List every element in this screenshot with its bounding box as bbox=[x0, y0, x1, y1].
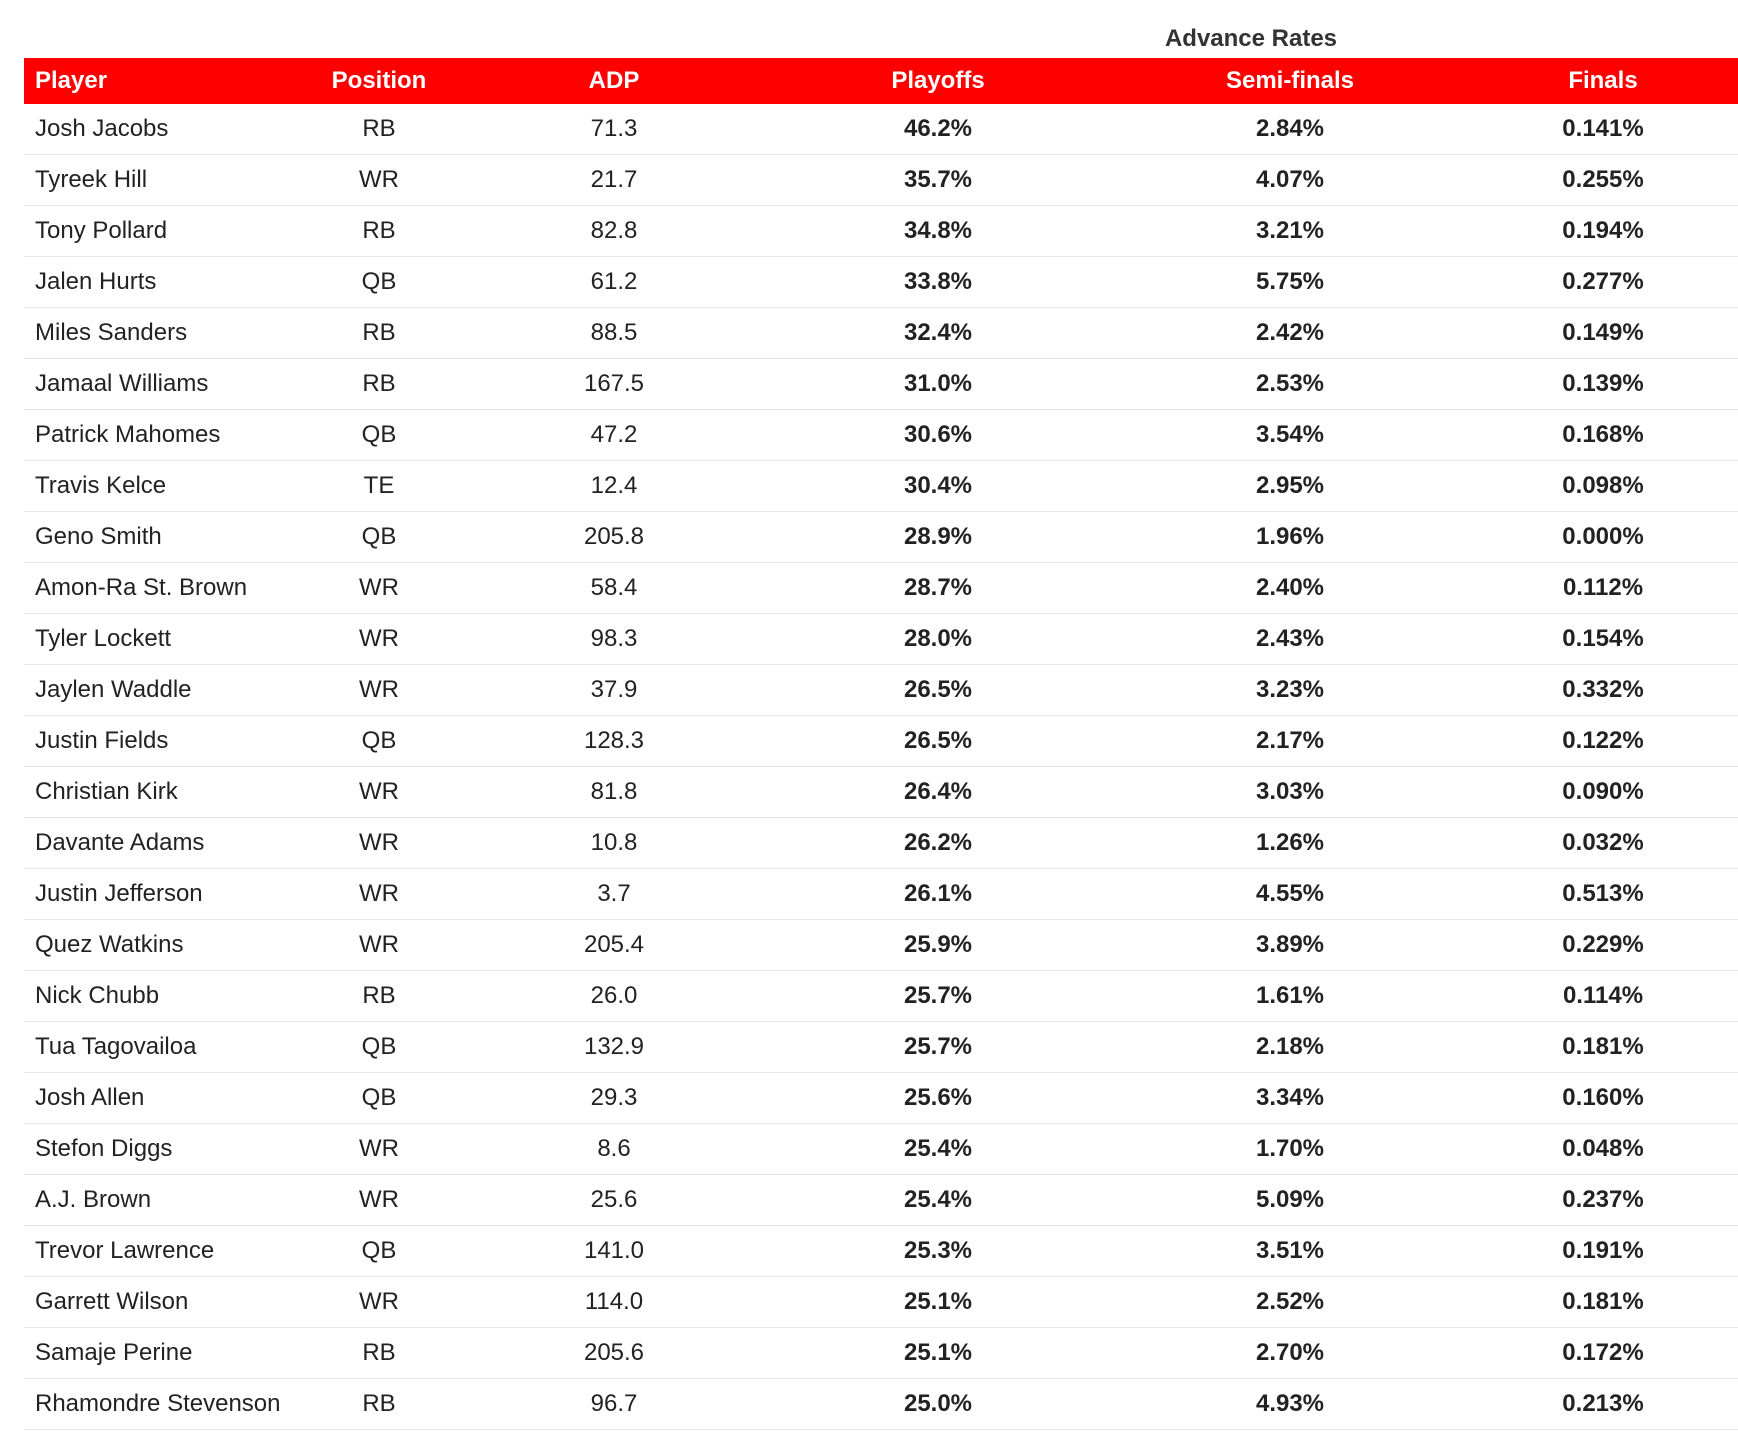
cell-playoffs: 25.3% bbox=[764, 1226, 1112, 1277]
cell-semifinals: 3.21% bbox=[1112, 206, 1468, 257]
cell-player: Rhamondre Stevenson bbox=[24, 1379, 294, 1430]
cell-semifinals: 2.43% bbox=[1112, 614, 1468, 665]
cell-position: QB bbox=[294, 716, 464, 767]
cell-semifinals: 1.61% bbox=[1112, 971, 1468, 1022]
cell-semifinals: 3.23% bbox=[1112, 665, 1468, 716]
table-row bbox=[24, 767, 1738, 818]
cell-player: Tyreek Hill bbox=[24, 155, 294, 206]
cell-playoffs: 25.1% bbox=[764, 1328, 1112, 1379]
cell-adp: 205.4 bbox=[464, 920, 764, 971]
cell-finals: 0.098% bbox=[1468, 461, 1738, 512]
group-header-advance-rates: Advance Rates bbox=[764, 20, 1738, 58]
cell-adp: 10.8 bbox=[464, 818, 764, 869]
cell-playoffs: 25.4% bbox=[764, 1124, 1112, 1175]
table-row bbox=[24, 1124, 1738, 1175]
table-row bbox=[24, 1022, 1738, 1073]
cell-position: RB bbox=[294, 359, 464, 410]
cell-finals: 0.168% bbox=[1468, 410, 1738, 461]
cell-semifinals: 2.18% bbox=[1112, 1022, 1468, 1073]
cell-adp: 132.9 bbox=[464, 1022, 764, 1073]
cell-finals: 0.141% bbox=[1468, 104, 1738, 155]
cell-finals: 0.122% bbox=[1468, 716, 1738, 767]
cell-position: RB bbox=[294, 1328, 464, 1379]
cell-finals: 0.139% bbox=[1468, 359, 1738, 410]
cell-adp: 29.3 bbox=[464, 1073, 764, 1124]
cell-semifinals: 4.07% bbox=[1112, 155, 1468, 206]
cell-semifinals: 2.70% bbox=[1112, 1328, 1468, 1379]
table-row bbox=[24, 410, 1738, 461]
cell-player: Justin Fields bbox=[24, 716, 294, 767]
cell-adp: 8.6 bbox=[464, 1124, 764, 1175]
table-row bbox=[24, 1379, 1738, 1430]
cell-finals: 0.154% bbox=[1468, 614, 1738, 665]
cell-semifinals: 1.70% bbox=[1112, 1124, 1468, 1175]
cell-adp: 21.7 bbox=[464, 155, 764, 206]
cell-player: Jamaal Williams bbox=[24, 359, 294, 410]
cell-adp: 167.5 bbox=[464, 359, 764, 410]
cell-finals: 0.213% bbox=[1468, 1379, 1738, 1430]
cell-player: Nick Chubb bbox=[24, 971, 294, 1022]
table-row bbox=[24, 308, 1738, 359]
cell-player: Christian Kirk bbox=[24, 767, 294, 818]
table-row bbox=[24, 1277, 1738, 1328]
cell-playoffs: 28.7% bbox=[764, 563, 1112, 614]
table-row bbox=[24, 104, 1738, 155]
cell-playoffs: 26.2% bbox=[764, 818, 1112, 869]
cell-player: Geno Smith bbox=[24, 512, 294, 563]
cell-position: QB bbox=[294, 410, 464, 461]
cell-semifinals: 2.53% bbox=[1112, 359, 1468, 410]
cell-adp: 128.3 bbox=[464, 716, 764, 767]
cell-position: QB bbox=[294, 512, 464, 563]
cell-position: WR bbox=[294, 920, 464, 971]
cell-finals: 0.229% bbox=[1468, 920, 1738, 971]
cell-semifinals: 5.75% bbox=[1112, 257, 1468, 308]
cell-player: Travis Kelce bbox=[24, 461, 294, 512]
cell-semifinals: 2.52% bbox=[1112, 1277, 1468, 1328]
cell-position: RB bbox=[294, 308, 464, 359]
cell-finals: 0.277% bbox=[1468, 257, 1738, 308]
cell-playoffs: 25.9% bbox=[764, 920, 1112, 971]
cell-finals: 0.032% bbox=[1468, 818, 1738, 869]
table-row bbox=[24, 1073, 1738, 1124]
cell-player: Patrick Mahomes bbox=[24, 410, 294, 461]
cell-adp: 82.8 bbox=[464, 206, 764, 257]
cell-player: Quez Watkins bbox=[24, 920, 294, 971]
cell-playoffs: 25.7% bbox=[764, 1022, 1112, 1073]
cell-playoffs: 26.4% bbox=[764, 767, 1112, 818]
cell-player: Trevor Lawrence bbox=[24, 1226, 294, 1277]
cell-playoffs: 33.8% bbox=[764, 257, 1112, 308]
cell-playoffs: 25.7% bbox=[764, 971, 1112, 1022]
cell-finals: 0.160% bbox=[1468, 1073, 1738, 1124]
cell-adp: 81.8 bbox=[464, 767, 764, 818]
cell-player: Josh Allen bbox=[24, 1073, 294, 1124]
cell-finals: 0.112% bbox=[1468, 563, 1738, 614]
cell-semifinals: 3.34% bbox=[1112, 1073, 1468, 1124]
cell-position: QB bbox=[294, 1022, 464, 1073]
table-row bbox=[24, 461, 1738, 512]
cell-adp: 96.7 bbox=[464, 1379, 764, 1430]
cell-adp: 141.0 bbox=[464, 1226, 764, 1277]
column-header-position[interactable]: Position bbox=[294, 58, 464, 104]
cell-position: RB bbox=[294, 1379, 464, 1430]
group-header-spacer bbox=[24, 20, 764, 58]
cell-playoffs: 26.5% bbox=[764, 716, 1112, 767]
cell-adp: 26.0 bbox=[464, 971, 764, 1022]
table-row bbox=[24, 359, 1738, 410]
cell-adp: 205.8 bbox=[464, 512, 764, 563]
cell-position: WR bbox=[294, 563, 464, 614]
column-header-player[interactable]: Player bbox=[24, 58, 294, 104]
cell-playoffs: 26.1% bbox=[764, 869, 1112, 920]
table-row bbox=[24, 512, 1738, 563]
table-row bbox=[24, 920, 1738, 971]
cell-player: Garrett Wilson bbox=[24, 1277, 294, 1328]
cell-player: Davante Adams bbox=[24, 818, 294, 869]
cell-position: WR bbox=[294, 155, 464, 206]
cell-player: Stefon Diggs bbox=[24, 1124, 294, 1175]
table-row bbox=[24, 665, 1738, 716]
column-header-playoffs[interactable]: Playoffs bbox=[764, 58, 1112, 104]
cell-position: RB bbox=[294, 206, 464, 257]
cell-player: Amon-Ra St. Brown bbox=[24, 563, 294, 614]
cell-adp: 37.9 bbox=[464, 665, 764, 716]
cell-semifinals: 1.96% bbox=[1112, 512, 1468, 563]
table-row bbox=[24, 206, 1738, 257]
cell-playoffs: 25.4% bbox=[764, 1175, 1112, 1226]
cell-player: Tony Pollard bbox=[24, 206, 294, 257]
table-row bbox=[24, 257, 1738, 308]
cell-position: TE bbox=[294, 461, 464, 512]
column-header-row bbox=[24, 58, 1738, 104]
cell-adp: 205.6 bbox=[464, 1328, 764, 1379]
cell-finals: 0.114% bbox=[1468, 971, 1738, 1022]
cell-adp: 61.2 bbox=[464, 257, 764, 308]
cell-finals: 0.332% bbox=[1468, 665, 1738, 716]
cell-player: Jaylen Waddle bbox=[24, 665, 294, 716]
cell-adp: 12.4 bbox=[464, 461, 764, 512]
table-row bbox=[24, 716, 1738, 767]
cell-player: A.J. Brown bbox=[24, 1175, 294, 1226]
cell-finals: 0.237% bbox=[1468, 1175, 1738, 1226]
cell-playoffs: 34.8% bbox=[764, 206, 1112, 257]
cell-finals: 0.255% bbox=[1468, 155, 1738, 206]
column-header-adp[interactable]: ADP bbox=[464, 58, 764, 104]
table-row bbox=[24, 563, 1738, 614]
cell-adp: 114.0 bbox=[464, 1277, 764, 1328]
cell-playoffs: 25.6% bbox=[764, 1073, 1112, 1124]
column-header-semifinals[interactable]: Semi-finals bbox=[1112, 58, 1468, 104]
cell-finals: 0.090% bbox=[1468, 767, 1738, 818]
cell-player: Jalen Hurts bbox=[24, 257, 294, 308]
cell-semifinals: 2.95% bbox=[1112, 461, 1468, 512]
table-row bbox=[24, 1226, 1738, 1277]
cell-player: Justin Jefferson bbox=[24, 869, 294, 920]
cell-position: QB bbox=[294, 1073, 464, 1124]
cell-playoffs: 28.9% bbox=[764, 512, 1112, 563]
table-row bbox=[24, 614, 1738, 665]
cell-playoffs: 25.0% bbox=[764, 1379, 1112, 1430]
cell-semifinals: 3.54% bbox=[1112, 410, 1468, 461]
cell-semifinals: 5.09% bbox=[1112, 1175, 1468, 1226]
cell-adp: 58.4 bbox=[464, 563, 764, 614]
cell-semifinals: 2.40% bbox=[1112, 563, 1468, 614]
group-header-row bbox=[24, 20, 1738, 58]
cell-finals: 0.149% bbox=[1468, 308, 1738, 359]
advance-rates-table bbox=[24, 20, 1738, 1430]
cell-playoffs: 25.1% bbox=[764, 1277, 1112, 1328]
cell-playoffs: 46.2% bbox=[764, 104, 1112, 155]
cell-semifinals: 3.03% bbox=[1112, 767, 1468, 818]
table-row bbox=[24, 1175, 1738, 1226]
cell-finals: 0.000% bbox=[1468, 512, 1738, 563]
advance-rates-table-container bbox=[24, 20, 1738, 1430]
cell-playoffs: 30.6% bbox=[764, 410, 1112, 461]
column-header-finals[interactable]: Finals bbox=[1468, 58, 1738, 104]
cell-semifinals: 1.26% bbox=[1112, 818, 1468, 869]
cell-playoffs: 28.0% bbox=[764, 614, 1112, 665]
cell-player: Josh Jacobs bbox=[24, 104, 294, 155]
cell-position: WR bbox=[294, 1175, 464, 1226]
table-row bbox=[24, 971, 1738, 1022]
cell-position: RB bbox=[294, 104, 464, 155]
cell-position: WR bbox=[294, 818, 464, 869]
table-row bbox=[24, 1328, 1738, 1379]
cell-position: WR bbox=[294, 1124, 464, 1175]
table-row bbox=[24, 818, 1738, 869]
table-row bbox=[24, 869, 1738, 920]
cell-finals: 0.048% bbox=[1468, 1124, 1738, 1175]
cell-position: WR bbox=[294, 869, 464, 920]
cell-playoffs: 35.7% bbox=[764, 155, 1112, 206]
cell-semifinals: 2.84% bbox=[1112, 104, 1468, 155]
cell-finals: 0.191% bbox=[1468, 1226, 1738, 1277]
cell-position: QB bbox=[294, 1226, 464, 1277]
cell-adp: 25.6 bbox=[464, 1175, 764, 1226]
cell-position: WR bbox=[294, 665, 464, 716]
cell-adp: 3.7 bbox=[464, 869, 764, 920]
cell-playoffs: 26.5% bbox=[764, 665, 1112, 716]
cell-adp: 98.3 bbox=[464, 614, 764, 665]
cell-semifinals: 2.42% bbox=[1112, 308, 1468, 359]
cell-position: WR bbox=[294, 614, 464, 665]
cell-finals: 0.181% bbox=[1468, 1277, 1738, 1328]
cell-player: Tyler Lockett bbox=[24, 614, 294, 665]
cell-finals: 0.513% bbox=[1468, 869, 1738, 920]
cell-adp: 47.2 bbox=[464, 410, 764, 461]
table-row bbox=[24, 155, 1738, 206]
cell-semifinals: 3.51% bbox=[1112, 1226, 1468, 1277]
cell-adp: 71.3 bbox=[464, 104, 764, 155]
cell-playoffs: 31.0% bbox=[764, 359, 1112, 410]
cell-position: WR bbox=[294, 1277, 464, 1328]
cell-finals: 0.194% bbox=[1468, 206, 1738, 257]
cell-semifinals: 3.89% bbox=[1112, 920, 1468, 971]
cell-semifinals: 4.93% bbox=[1112, 1379, 1468, 1430]
cell-playoffs: 30.4% bbox=[764, 461, 1112, 512]
cell-position: QB bbox=[294, 257, 464, 308]
cell-finals: 0.172% bbox=[1468, 1328, 1738, 1379]
cell-position: WR bbox=[294, 767, 464, 818]
cell-player: Samaje Perine bbox=[24, 1328, 294, 1379]
cell-finals: 0.181% bbox=[1468, 1022, 1738, 1073]
cell-semifinals: 2.17% bbox=[1112, 716, 1468, 767]
cell-player: Miles Sanders bbox=[24, 308, 294, 359]
cell-position: RB bbox=[294, 971, 464, 1022]
cell-adp: 88.5 bbox=[464, 308, 764, 359]
cell-player: Tua Tagovailoa bbox=[24, 1022, 294, 1073]
table-body bbox=[24, 104, 1738, 1430]
cell-semifinals: 4.55% bbox=[1112, 869, 1468, 920]
cell-playoffs: 32.4% bbox=[764, 308, 1112, 359]
